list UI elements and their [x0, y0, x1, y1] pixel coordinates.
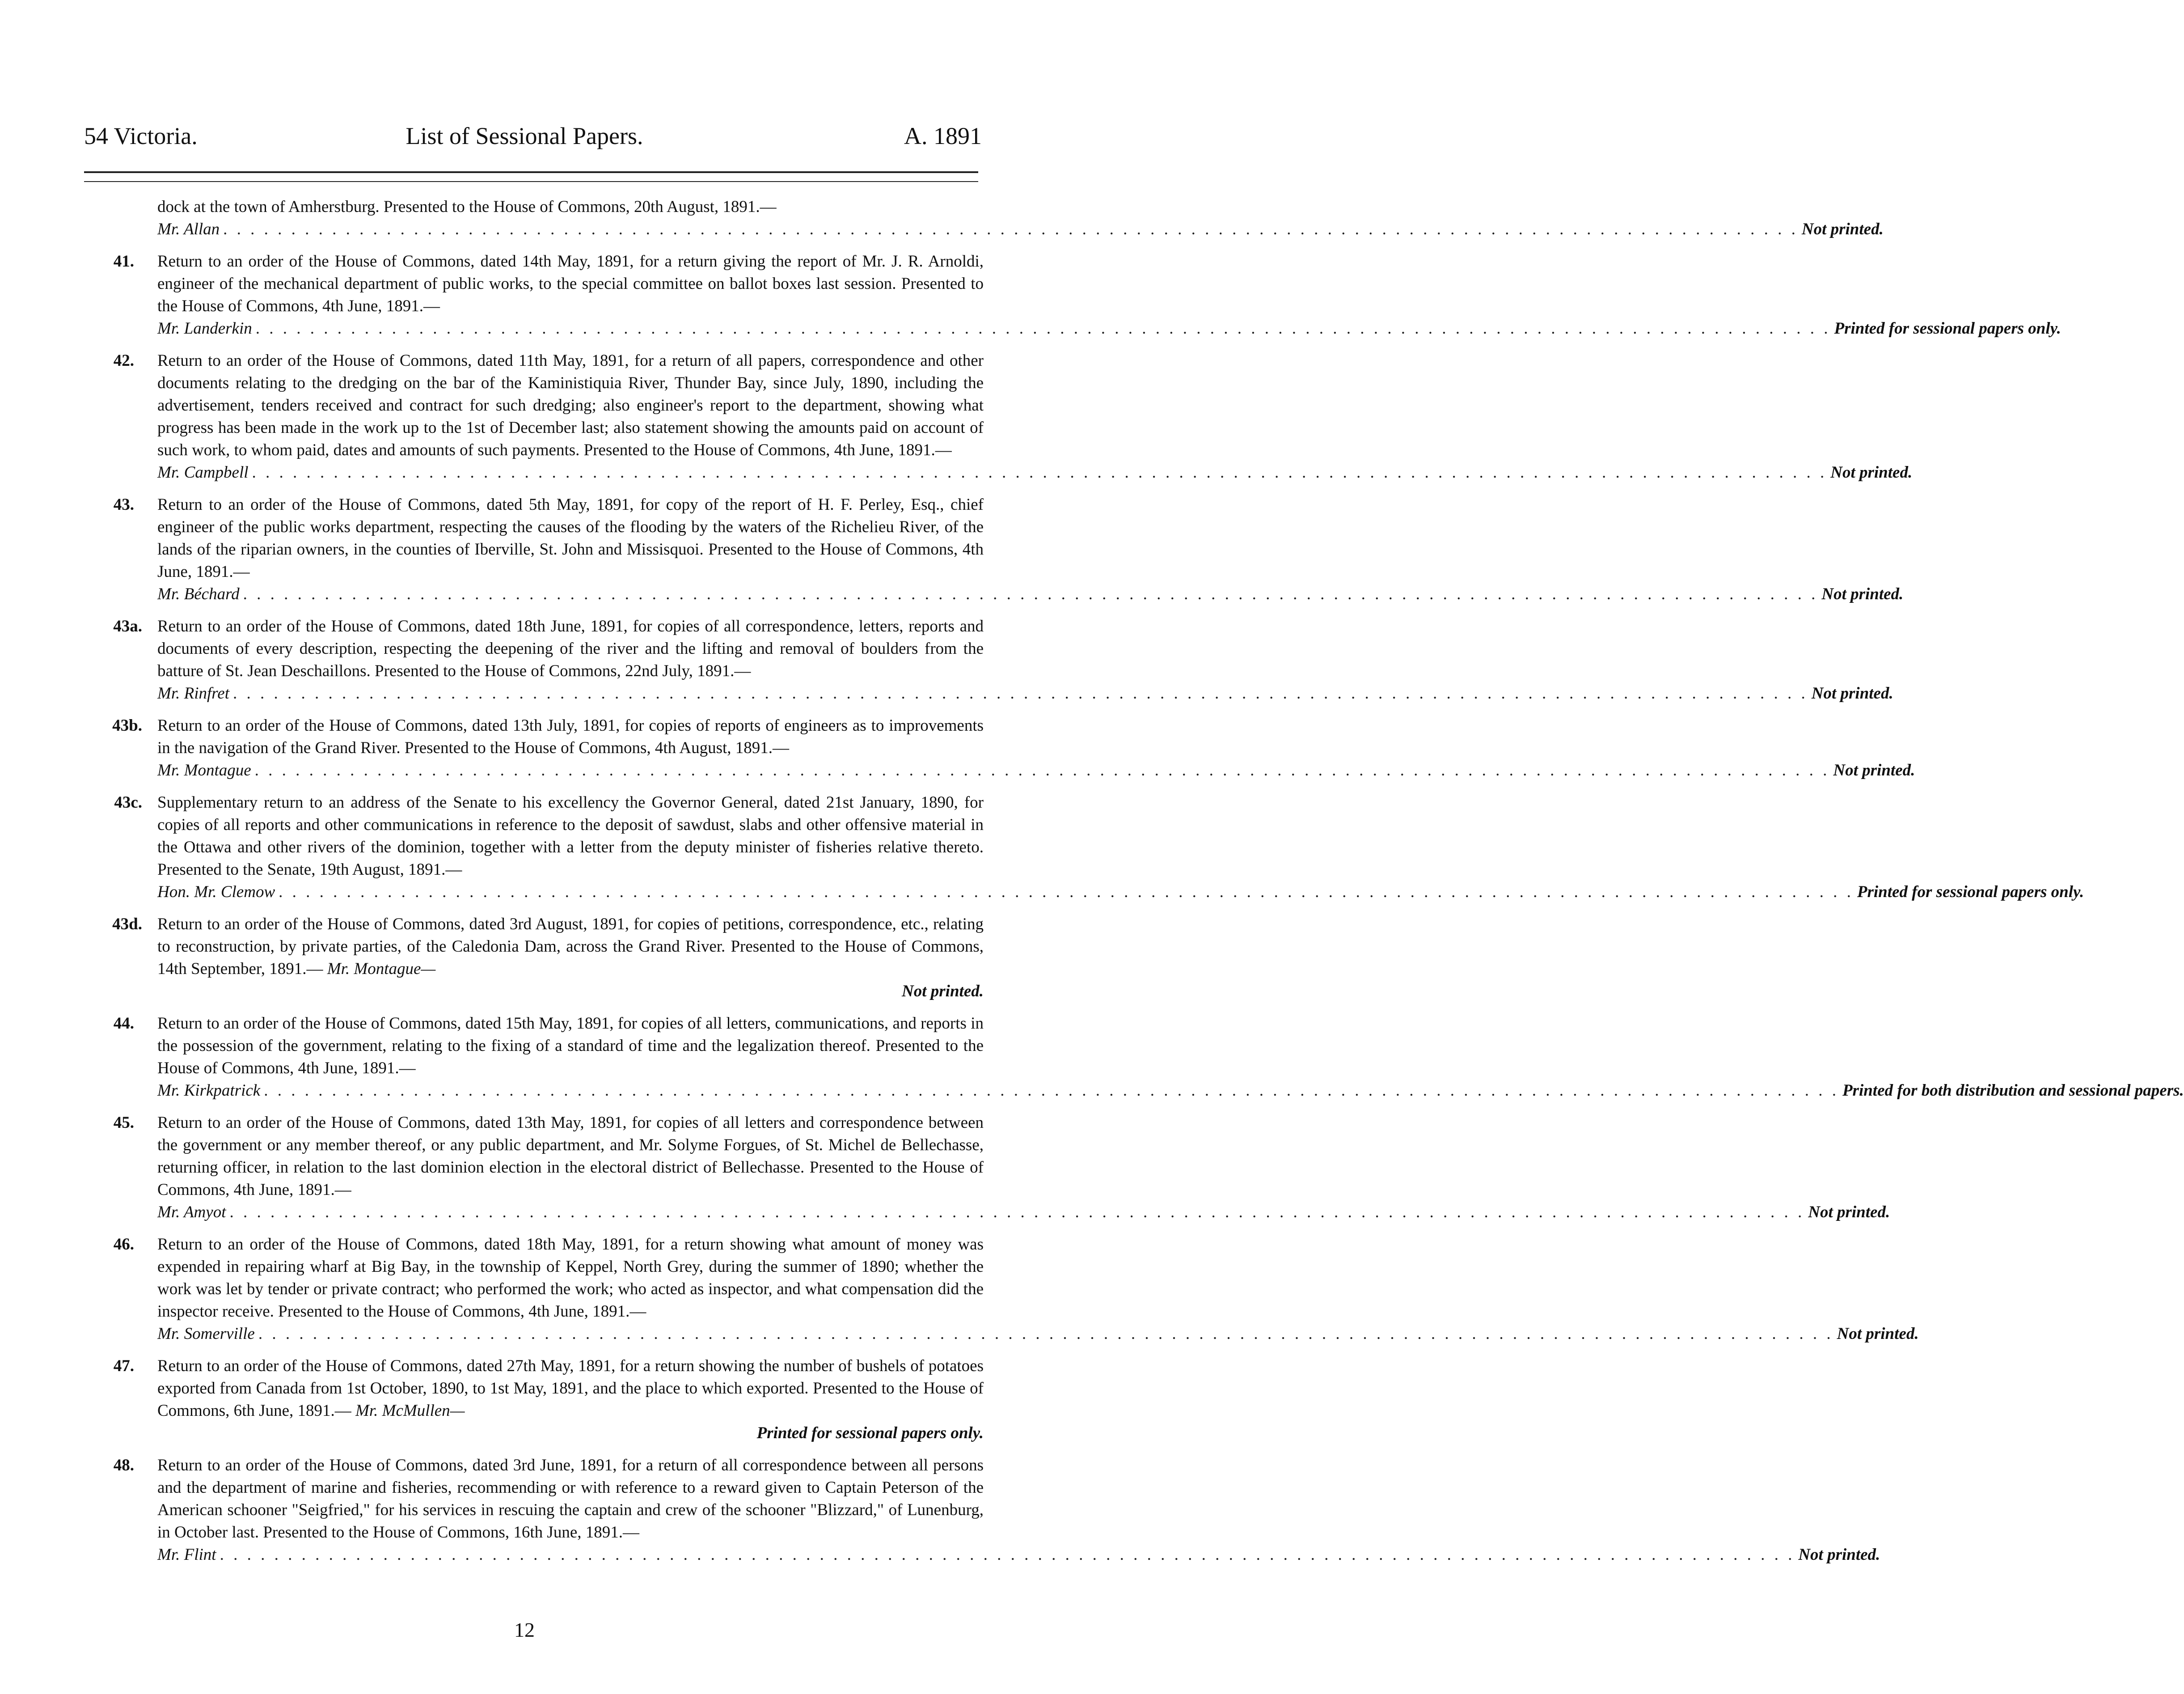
entry-status: Not printed. [1808, 1203, 1890, 1221]
page-number: 12 [514, 1618, 535, 1641]
entry-member: Mr. Flint [157, 1546, 216, 1564]
leader-dots: . . . . . . . . . . . . . . . . . . . . . . . . . . . . . . . . . . . . . . . . . . . . . . . . . . . . . . . . . . . . . . . . . . . . . . . . . . . . . . . . . . . . . . . . . . . . . . . . . . . . . . . . . . . . . . . . . . . . [279, 883, 1854, 901]
entry-member: Mr. Somerville [157, 1325, 255, 1343]
entry-text: Return to an order of the House of Commons, dated 3rd June, 1891, for a return of all correspondence between all persons and the department of marine and fisheries, recommending or with reference to a reward given to Captain Peterson of the American schooner "Seigfried," for his services in rescuing the captain and crew of the schooner "Blizzard," of Lunenburg, in October last. Presented to the House of Commons, 16th June, 1891.— [157, 1456, 984, 1542]
entry-member: Mr. Landerkin [157, 319, 252, 338]
entry-status: Printed for sessional papers only. [1834, 319, 2061, 338]
entry-number: 42. [113, 352, 134, 370]
list-item [84, 1012, 2184, 1102]
list-item [84, 913, 984, 1003]
entry-number: 41. [113, 252, 134, 271]
header-session: 54 Victoria. [84, 123, 198, 149]
entry-member: Mr. Kirkpatrick [157, 1081, 261, 1100]
entry-status: Not printed. [1798, 1546, 1880, 1564]
entry-footer [157, 1080, 2184, 1102]
entry-member: Mr. Rinfret [157, 684, 230, 703]
list-item [84, 494, 1904, 606]
list-item [84, 715, 1915, 782]
entry-member: Mr. Allan [157, 220, 220, 238]
entry-footer [157, 1323, 1919, 1345]
entry-text: dock at the town of Amherstburg. Presented to the House of Commons, 20th August, 1891.— [157, 198, 777, 216]
entry-member: Mr. McMullen— [355, 1402, 465, 1420]
entry-status: Printed for both distribution and sessional papers. [1842, 1081, 2184, 1100]
entry-text: Return to an order of the House of Commons, dated 14th May, 1891, for a return giving the report of Mr. J. R. Arnoldi, engineer of the mechanical department of public works, to the special committee on ballot boxes last session. Presented to the House of Commons, 4th June, 1891.— [157, 252, 984, 315]
entry-member: Mr. Amyot [157, 1203, 226, 1221]
header-title: List of Sessional Papers. [406, 123, 643, 149]
entry-footer [157, 218, 1884, 241]
leader-dots: . . . . . . . . . . . . . . . . . . . . . . . . . . . . . . . . . . . . . . . . . . . . . . . . . . . . . . . . . . . . . . . . . . . . . . . . . . . . . . . . . . . . . . . . . . . . . . . . . . . . . . . . . . . . . . . . . . . . [252, 463, 1827, 482]
leader-dots: . . . . . . . . . . . . . . . . . . . . . . . . . . . . . . . . . . . . . . . . . . . . . . . . . . . . . . . . . . . . . . . . . . . . . . . . . . . . . . . . . . . . . . . . . . . . . . . . . . . . . . . . . . . . . . . . . . . . [223, 220, 1798, 238]
list-item [84, 792, 2084, 903]
entry-text: Supplementary return to an address of the Senate to his excellency the Governor General, dated 21st January, 1890, for copies of all reports and other communications in reference to the deposit of sawdust, slabs and other offensive material in the Ottawa and other rivers of the dominion, together with a letter from the deputy minister of fisheries relative thereto. Presented to the Senate, 19th August, 1891.— [157, 793, 984, 879]
entry-member: Mr. Béchard [157, 585, 240, 603]
entry-text: Return to an order of the House of Commons, dated 13th July, 1891, for copies of reports of engineers as to improvements in the navigation of the Grand River. Presented to the House of Commons, 4th August, 1891.— [157, 716, 984, 757]
leader-dots: . . . . . . . . . . . . . . . . . . . . . . . . . . . . . . . . . . . . . . . . . . . . . . . . . . . . . . . . . . . . . . . . . . . . . . . . . . . . . . . . . . . . . . . . . . . . . . . . . . . . . . . . . . . . . . . . . . . . [258, 1325, 1833, 1343]
leader-dots: . . . . . . . . . . . . . . . . . . . . . . . . . . . . . . . . . . . . . . . . . . . . . . . . . . . . . . . . . . . . . . . . . . . . . . . . . . . . . . . . . . . . . . . . . . . . . . . . . . . . . . . . . . . . . . . . . . . . [233, 684, 1808, 703]
entry-status: Printed for sessional papers only. [756, 1424, 984, 1442]
entry-number: 47. [113, 1357, 134, 1375]
entry-number: 43a. [113, 617, 142, 635]
entry-text: Return to an order of the House of Commons, dated 13th May, 1891, for copies of all letters and correspondence between the government or any member thereof, or any public department, and Mr. Solyme Forgues, of St. Michel de Bellechasse, returning officer, in relation to the last dominion election in the electoral district of Bellechasse. Presented to the House of Commons, 4th June, 1891.— [157, 1114, 984, 1199]
entry-text: Return to an order of the House of Commons, dated 3rd August, 1891, for copies of petitions, correspondence, etc., relating to reconstruction, by private parties, of the Caledonia Dam, across the Grand River. Presented to the House of Commons, 14th September, 1891.— [157, 915, 984, 978]
entry-text: Return to an order of the House of Commons, dated 5th May, 1891, for copy of the report of H. F. Perley, Esq., chief engineer of the public works department, respecting the causes of the flooding by the waters of the Richelieu River, of the lands of the riparian owners, in the counties of Iberville, St. John and Missisquoi. Presented to the House of Commons, 4th June, 1891.— [157, 495, 984, 581]
entry-status: Not printed. [902, 982, 984, 1000]
entry-footer [157, 881, 2084, 903]
entry-number: 48. [113, 1456, 134, 1474]
header-rule-thin [84, 181, 978, 182]
list-item [84, 1112, 1890, 1224]
entry-status: Not printed. [1830, 463, 1913, 482]
header-rule-thick [84, 171, 978, 173]
entry-text: Return to an order of the House of Commons, dated 18th June, 1891, for copies of all correspondence, letters, reports and documents of every description, respecting the deepening of the river and the lifting and removal of boulders from the batture of St. Jean Deschaillons. Presented to the House of Commons, 22nd July, 1891.— [157, 617, 984, 680]
list-item [84, 1233, 1919, 1345]
list-item [84, 196, 1884, 241]
list-item [84, 1454, 1880, 1566]
entry-number: 43b. [112, 716, 142, 735]
entry-text: Return to an order of the House of Commons, dated 27th May, 1891, for a return showing the number of bushels of potatoes exported from Canada from 1st October, 1890, to 1st May, 1891, and the place to which exported. Presented to the House of Commons, 6th June, 1891.— [157, 1357, 984, 1420]
entry-text: Return to an order of the House of Commons, dated 11th May, 1891, for a return of all papers, correspondence and other documents relating to the dredging on the bar of the Kaministiquia River, Thunder Bay, since July, 1890, including the advertisement, tenders received and contract for such dredging; also engineer's report to the department, showing what progress has been made in the work up to the 1st of December last; also statement showing the amounts paid on account of such work, to whom paid, dates and amounts of such payments. Presented to the House of Commons, 4th June, 1891.— [157, 352, 984, 459]
entry-footer [157, 318, 2061, 340]
entry-number: 43. [113, 495, 134, 514]
leader-dots: . . . . . . . . . . . . . . . . . . . . . . . . . . . . . . . . . . . . . . . . . . . . . . . . . . . . . . . . . . . . . . . . . . . . . . . . . . . . . . . . . . . . . . . . . . . . . . . . . . . . . . . . . . . . . . . . . . . . [264, 1081, 1839, 1100]
entry-footer [157, 682, 1893, 705]
entry-member: Mr. Montague— [327, 960, 436, 978]
entry-number: 46. [113, 1235, 134, 1254]
leader-dots: . . . . . . . . . . . . . . . . . . . . . . . . . . . . . . . . . . . . . . . . . . . . . . . . . . . . . . . . . . . . . . . . . . . . . . . . . . . . . . . . . . . . . . . . . . . . . . . . . . . . . . . . . . . . . . . . . . . . [254, 761, 1830, 779]
entry-footer [157, 1544, 1880, 1566]
entry-status: Not printed. [1801, 220, 1884, 238]
entry-number: 44. [113, 1014, 134, 1033]
entry-number: 43c. [114, 793, 142, 812]
entry-number: 43d. [112, 915, 142, 933]
entry-footer [157, 583, 1904, 606]
leader-dots: . . . . . . . . . . . . . . . . . . . . . . . . . . . . . . . . . . . . . . . . . . . . . . . . . . . . . . . . . . . . . . . . . . . . . . . . . . . . . . . . . . . . . . . . . . . . . . . . . . . . . . . . . . . . . . . . . . . . [255, 319, 1831, 338]
entry-footer [157, 1201, 1890, 1224]
list-item [84, 250, 2061, 340]
entry-footer [157, 759, 1915, 782]
entry-status: Not printed. [1837, 1325, 1919, 1343]
list-item [84, 1355, 984, 1444]
header-year: A. 1891 [904, 123, 982, 149]
entry-member: Mr. Campbell [157, 463, 249, 482]
list-item [84, 615, 1893, 705]
entry-member: Mr. Montague [157, 761, 251, 779]
entry-member: Hon. Mr. Clemow [157, 883, 275, 901]
entry-footer [157, 462, 1913, 484]
sessional-papers-list [84, 196, 2184, 1576]
entry-text: Return to an order of the House of Commons, dated 18th May, 1891, for a return showing what amount of money was expended in repairing wharf at Big Bay, in the township of Keppel, North Grey, during the summer of 1890; whether the work was let by tender or private contract; who performed the work; who acted as inspector, and what compensation did the inspector receive. Presented to the House of Commons, 4th June, 1891.— [157, 1235, 984, 1321]
entry-status: Not printed. [1821, 585, 1904, 603]
leader-dots: . . . . . . . . . . . . . . . . . . . . . . . . . . . . . . . . . . . . . . . . . . . . . . . . . . . . . . . . . . . . . . . . . . . . . . . . . . . . . . . . . . . . . . . . . . . . . . . . . . . . . . . . . . . . . . . . . . . . [220, 1546, 1795, 1564]
entry-text: Return to an order of the House of Commons, dated 15th May, 1891, for copies of all letters, communications, and reports in the possession of the government, relating to the fixing of a standard of time and the legalization thereof. Presented to the House of Commons, 4th June, 1891.— [157, 1014, 984, 1077]
leader-dots: . . . . . . . . . . . . . . . . . . . . . . . . . . . . . . . . . . . . . . . . . . . . . . . . . . . . . . . . . . . . . . . . . . . . . . . . . . . . . . . . . . . . . . . . . . . . . . . . . . . . . . . . . . . . . . . . . . . . [229, 1203, 1805, 1221]
entry-status: Not printed. [1811, 684, 1893, 703]
entry-status: Printed for sessional papers only. [1857, 883, 2084, 901]
list-item [84, 350, 1913, 484]
leader-dots: . . . . . . . . . . . . . . . . . . . . . . . . . . . . . . . . . . . . . . . . . . . . . . . . . . . . . . . . . . . . . . . . . . . . . . . . . . . . . . . . . . . . . . . . . . . . . . . . . . . . . . . . . . . . . . . . . . . . [243, 585, 1818, 603]
entry-number: 45. [113, 1114, 134, 1132]
entry-status: Not printed. [1833, 761, 1915, 779]
